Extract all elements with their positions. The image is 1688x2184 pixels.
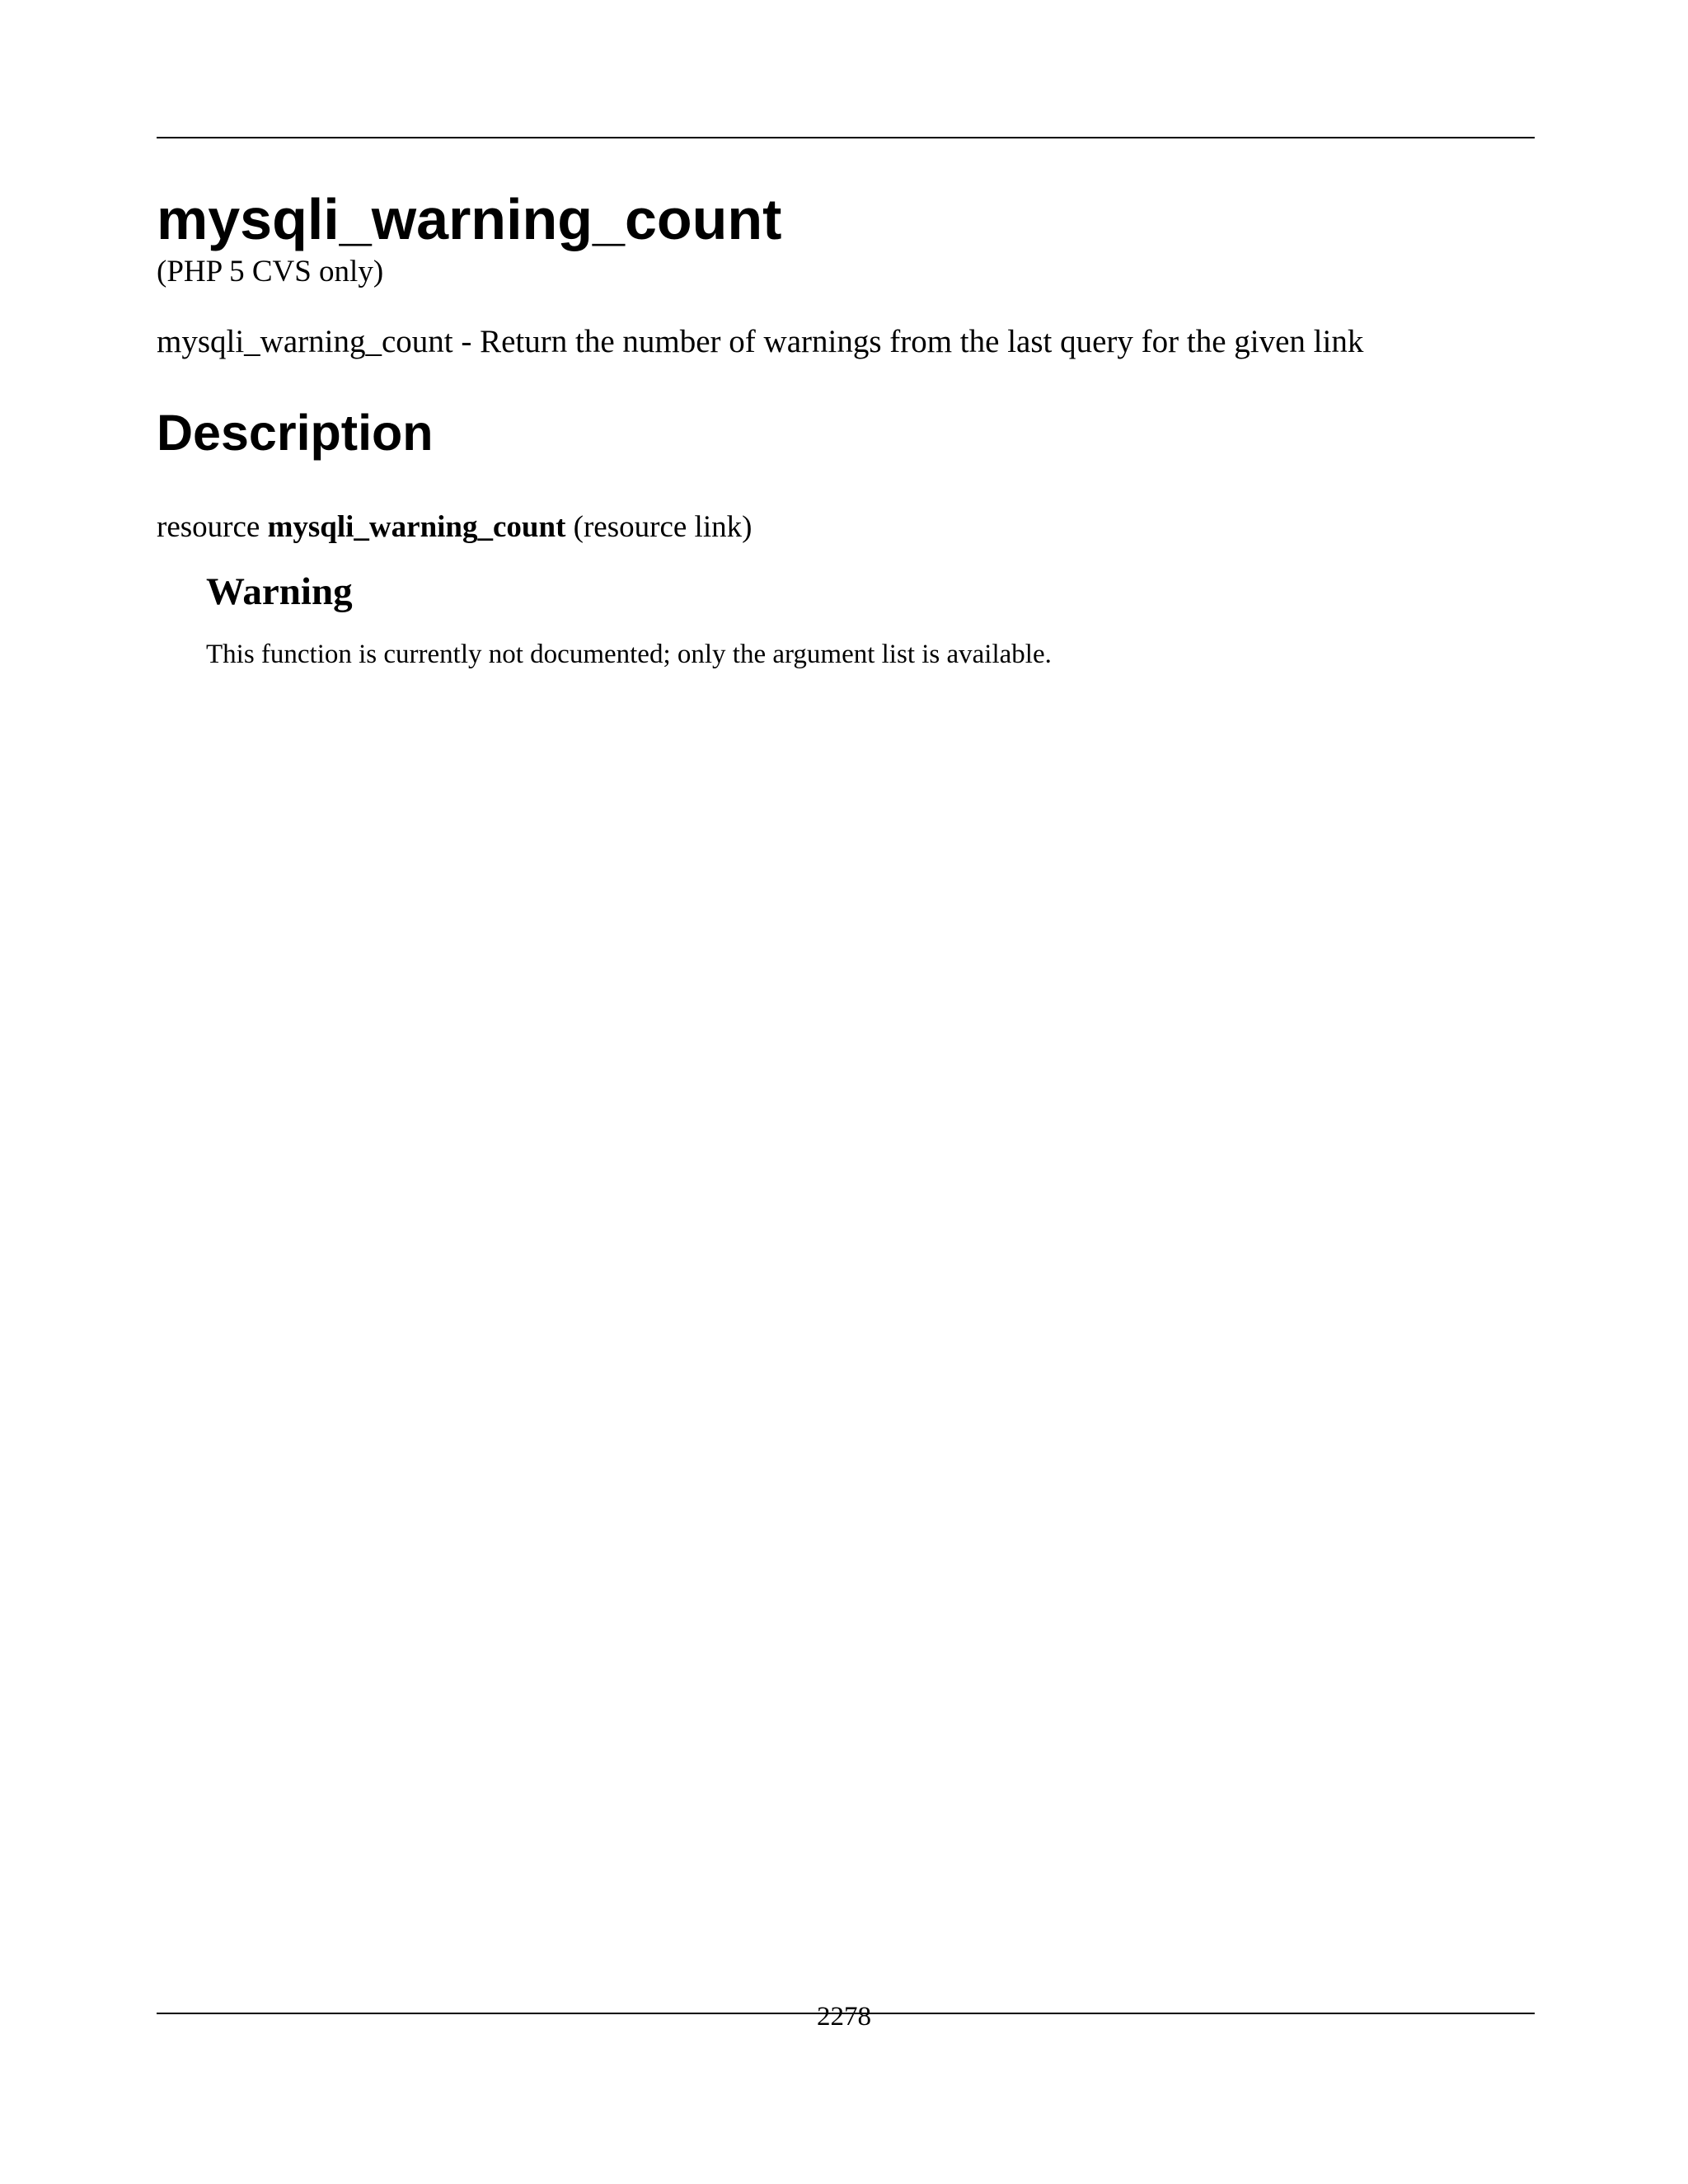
function-name: mysqli_warning_count [267,510,566,544]
version-info: (PHP 5 CVS only) [157,255,384,288]
description-heading: Description [157,405,434,461]
function-purpose: mysqli_warning_count - Return the number of warnings from the last query for the given link [157,324,1364,359]
function-synopsis [157,509,752,546]
function-params: (resource link) [573,510,753,544]
header-rule [157,137,1535,138]
return-type: resource [157,510,260,544]
warning-title: Warning [206,570,353,613]
page-number: 2278 [817,2002,871,2032]
page-title: mysqli_warning_count [157,187,782,251]
warning-text: This function is currently not documented; only the argument list is available. [206,640,1052,669]
